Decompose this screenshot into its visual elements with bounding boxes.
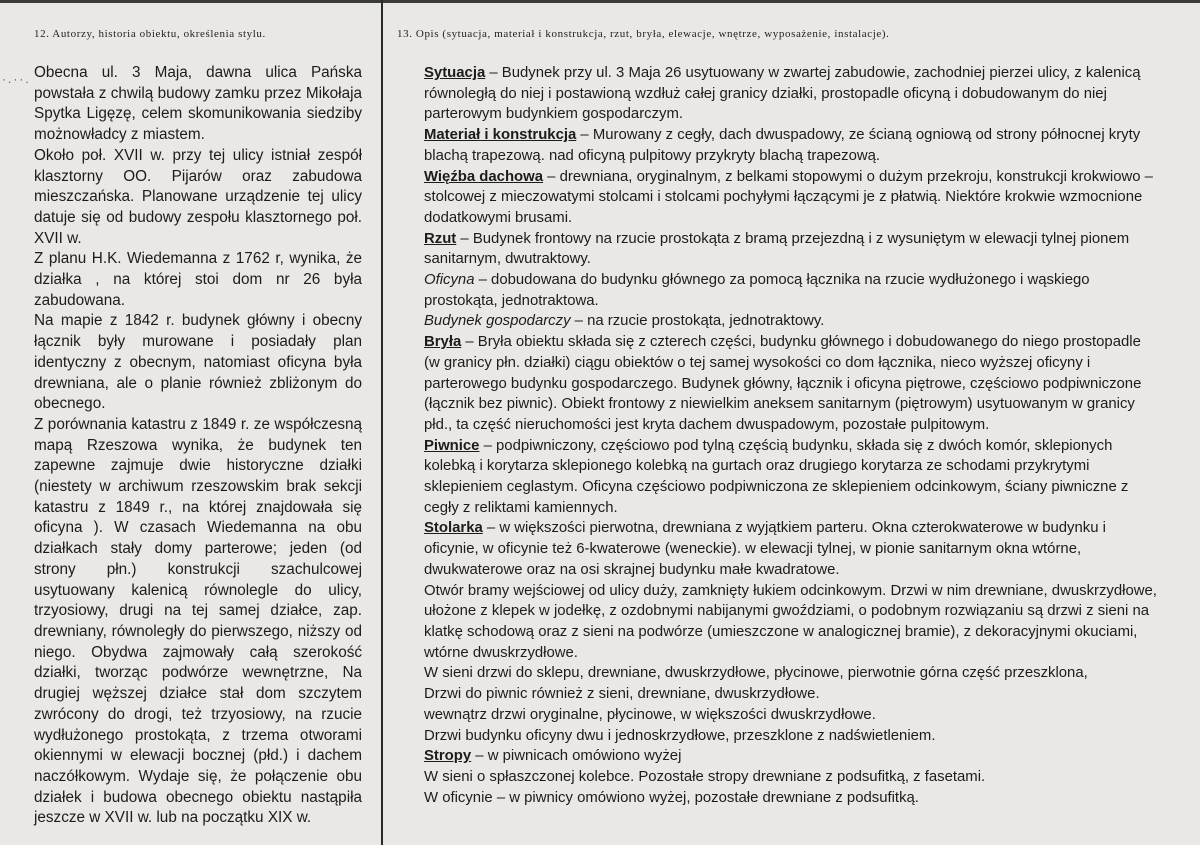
subsection-label: Oficyna [424,272,475,289]
section-text: – w większości pierwotna, drewniana z wyjątkiem parteru. Okna czterokwaterowe w budynku i oficynie, w oficynie też 6-kwaterowe (weneckie). w elewacji tylnej, w pionie sanitarnym okna wtórne, dwukwaterowe oraz na osi skrajnej budynku małe kwadratowe. [424,520,1106,578]
section-text: – drewniana, oryginalnym, z belkami stopowymi o dużym przekroju, konstrukcji krokwiowo – stolcowej z mieczowatymi stolcami i stolcami pochyłymi łączącymi je z płatwią. Niektóre krokwie wzmocnione dodatkowymi brusami. [424,168,1153,226]
section-text: – na rzucie prostokąta, jednotraktowy. [570,313,825,330]
paragraph: wewnątrz drzwi oryginalne, płycinowe, w większości dwuskrzydłowe. [424,706,876,723]
section-text: – Budynek frontowy na rzucie prostokąta z bramą przejezdną i z wysuniętym w elewacji tylnej pionem sanitarnym, dwutraktowy. [424,230,1130,268]
paragraph: W oficynie – w piwnicy omówiono wyżej, pozostałe drewniane z podsufitką. [424,789,919,806]
section-label: Sytuacja [424,65,486,81]
history-paragraph: Z porównania katastru z 1849 r. ze współczesną mapą Rzeszowa wynika, że budynek ten zapewne zajmuje dwie historyczne działki (niestety w archiwum rzeszowskim brak sekcji katastru z 1849 r., na której znajdowała się oficyna ). W czasach Wiedemanna na obu działkach stały domy parterowe; jeden (od strony płn.) konstrukcji szachulcowej usytuowany kalenicą równolegle do ulicy, trzyosiowy, drugi na tej samej działce, zap. drewniany, równoległy do pierwszego, niższy od niego. Obydwa zajmowały całą szerokość działki, tworząc podwórze wewnętrzne, Na drugiej węższej działce stał dom szczytem zwrócony do drogi, też trzyosiowy, na rzucie wydłużonego prostokąta, z trzema otworami okiennymi w elewacji bocznej (płd.) i dachem naczółkowym. Wydaje się, że połączenie obu działek i budowa obecnego obiektu nastąpiła jeszcze w XVII w. lub na początku XIX w. [34,415,362,827]
section-label: Stropy [424,748,472,765]
section-sytuacja [424,63,1159,125]
section-text: – w piwnicach omówiono wyżej [471,748,682,765]
section-12-header: 12. Autorzy, historia obiektu, określenia stylu. [34,28,266,40]
description-column [424,63,1159,808]
margin-speckles: ·.··. [2,72,31,86]
column-divider [381,0,383,845]
section-stolarka [424,518,1159,580]
section-text: – Murowany z cegły, dach dwuspadowy, ze ścianą ogniową od strony północnej kryty blachą trapezową. nad oficyną pulpitowy przykryty blachą trapezową. [424,127,1141,164]
section-label: Bryła [424,334,462,351]
history-paragraph: Około poł. XVII w. przy tej ulicy istniał zespół klasztorny OO. Pijarów oraz zabudowa mieszczańska. Planowane urządzenie tej ulicy datuje się od budowy zespołu klasztornego poł. XVII w. [34,146,362,247]
section-label: Stolarka [424,520,483,537]
paragraph: Drzwi do piwnic również z sieni, drewniane, dwuskrzydłowe. [424,686,820,703]
section-stropy [424,746,1159,767]
subsection-budynek-gospodarczy [424,311,1159,332]
history-paragraph: Z planu H.K. Wiedemanna z 1762 r, wynika, że działka , na której stoi dom nr 26 była zabudowana. [34,250,362,309]
section-bryla [424,332,1159,436]
paragraph: Drzwi budynku oficyny dwu i jednoskrzydłowe, przeszklone z nadświetleniem. [424,727,936,744]
subsection-label: Budynek gospodarczy [424,313,571,330]
section-text: – podpiwniczony, częściowo pod tylną częścią budynku, składa się z dwóch komór, sklepionych kolebką i korytarza sklepionego kolebką na gurtach oraz drugiego korytarza ze schodami przykrytymi sklepieniem ceglastym. Oficyna częściowo podpiwniczona ze sklepieniem odcinkowym, ściany piwniczne z cegły z reliktami kamiennych. [424,437,1129,516]
section-text: – Budynek przy ul. 3 Maja 26 usytuowany w zwartej zabudowie, zachodniej pierzei ulicy, z kalenicą równoległą do niej i postawioną wzdłuż całej granicy działki, prostopadle oficyną i dobudowanym do niej parterowym budynkiem gospodarczym. [424,65,1141,123]
history-column [34,63,362,829]
history-paragraph: Na mapie z 1842 r. budynek główny i obecny łącznik były murowane i posiadały plan identyczny z obecnym, natomiast oficyna była drewniana, ale o planie również zbliżonym do obecnego. [34,312,362,413]
top-border [0,0,1200,3]
section-text: – dobudowana do budynku głównego za pomocą łącznika na rzucie wydłużonego i wąskiego prostokąta, jednotraktowa. [424,272,1090,309]
paragraph: Otwór bramy wejściowej od ulicy duży, zamknięty łukiem odcinkowym. Drzwi w nim drewniane, dwuskrzydłowe, ułożone z klepek w jodełkę, z ozdobnymi nabijanymi gwoździami, o podobnym rozwiązaniu są drzwi z sieni na klatkę schodową oraz z sieni na podwórze (umieszczone w analogicznej bramie), z dekoracyjnymi okuciami, wtórne dwuskrzydłowe. [424,582,1157,661]
history-paragraph: Obecna ul. 3 Maja, dawna ulica Pańska powstała z chwilą budowy zamku przez Mikołaja Spytka Ligęzę, celem skomunikowania siedziby możnowładcy z miastem. [34,64,362,144]
section-piwnice [424,436,1159,519]
section-label: Więźba dachowa [424,168,544,185]
section-label: Rzut [424,230,457,247]
section-text: – Bryła obiektu składa się z czterech części, budynku głównego i dobudowanego do niego prostopadle (w granicy płn. działki) ciągu obiektów o tej samej wysokości co dom łącznika, nieco wyższej oficyny i parterowego budynku gospodarczego. Budynek główny, łącznik i oficyna piętrowe, częściowo podpiwniczone (łącznik bez piwnic). Obiekt frontowy z niewielkim aneksem sanitarnym (piętrowym) usytuowanym w granicy płd., ta część nieruchomości jest kryta dachem dwuspadowym, pozostałe pulpitowym. [424,334,1142,433]
section-material [424,125,1159,166]
subsection-oficyna [424,270,1159,311]
section-label: Piwnice [424,437,480,454]
section-wiezba [424,167,1159,229]
section-rzut [424,229,1159,270]
section-13-header: 13. Opis (sytuacja, materiał i konstrukcja, rzut, bryła, elewacje, wnętrze, wyposażenie, instalacje). [397,28,890,40]
section-label: Materiał i konstrukcja [424,127,577,144]
paragraph: W sieni drzwi do sklepu, drewniane, dwuskrzydłowe, płycinowe, pierwotnie górna część przeszklona, [424,665,1088,682]
paragraph: W sieni o spłaszczonej kolebce. Pozostałe stropy drewniane z podsufitką, z fasetami. [424,768,986,785]
